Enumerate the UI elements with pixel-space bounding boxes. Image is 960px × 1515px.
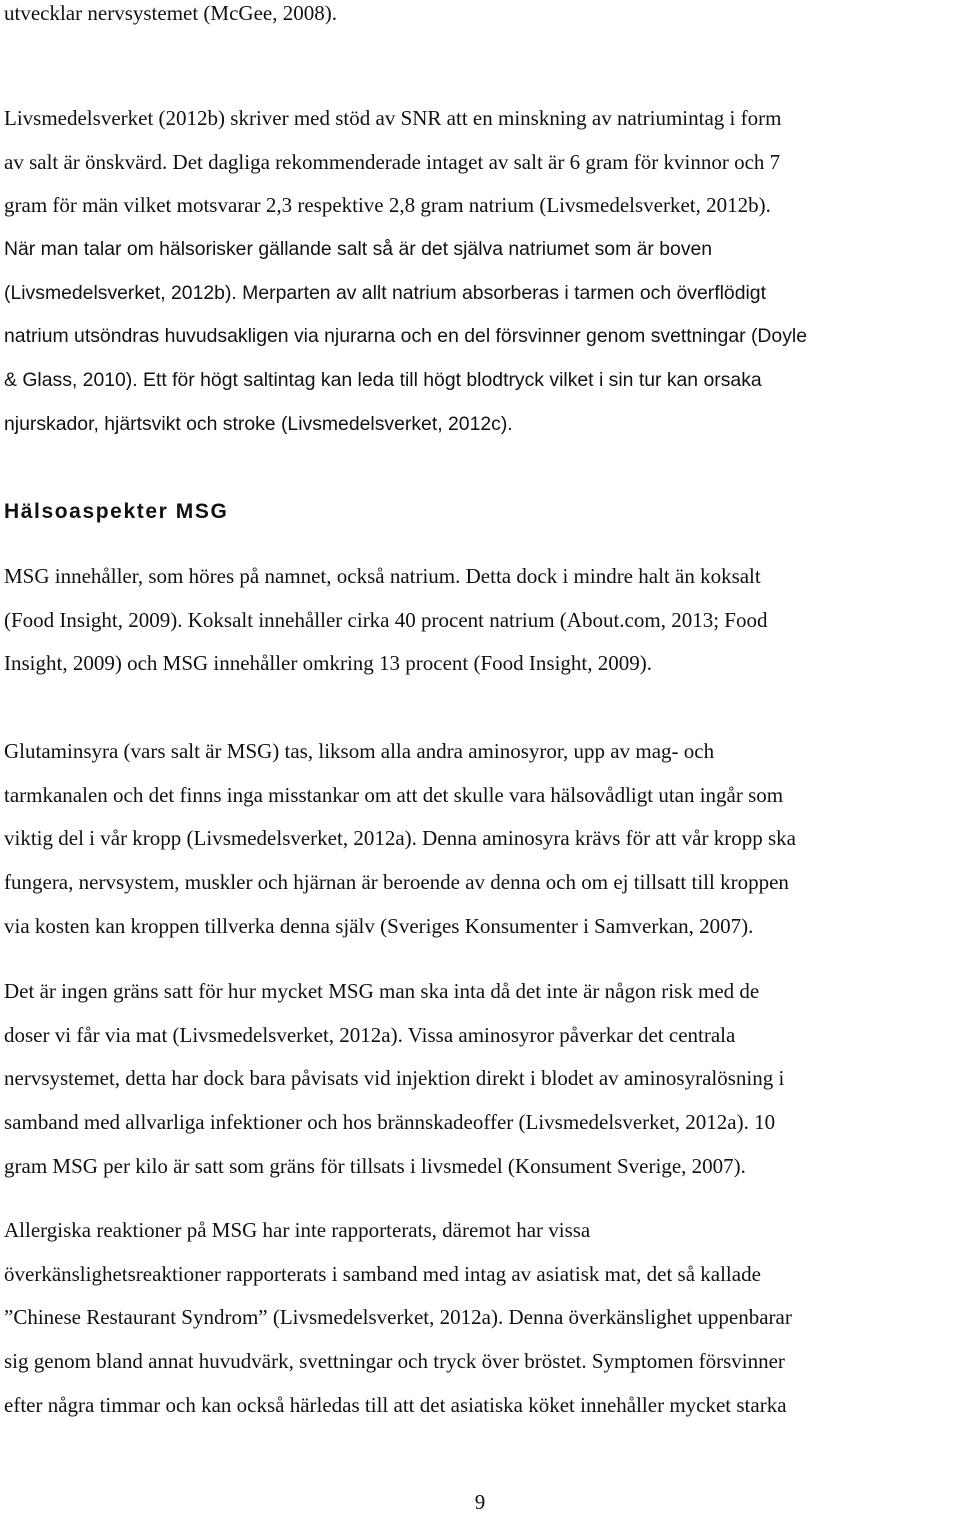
text-line: tarmkanalen och det finns inga misstankar om att det skulle vara hälsovådligt utan ingår som	[4, 782, 784, 807]
page-number: 9	[474, 1490, 486, 1514]
text-line: utvecklar nervsystemet (McGee, 2008).	[4, 1, 337, 25]
text-line: viktig del i vår kropp (Livsmedelsverket, 2012a). Denna aminosyra krävs för att vår kropp ska	[4, 826, 796, 851]
paragraph-glutamic-acid	[4, 730, 956, 948]
text-line: överkänslighetsreaktioner rapporterats i samband med intag av asiatisk mat, det så kallade	[4, 1261, 761, 1286]
paragraph-salt-health-risks	[4, 228, 956, 446]
text-line: Allergiska reaktioner på MSG har inte rapporterats, däremot har vissa	[4, 1218, 591, 1242]
text-line: När man talar om hälsorisker gällande salt så är det själva natriumet som är boven	[4, 238, 713, 260]
text-line: efter några timmar och kan också härledas till att det asiatiska köket innehåller mycket starka	[4, 1392, 787, 1417]
text-line: ”Chinese Restaurant Syndrom” (Livsmedelsverket, 2012a). Denna överkänslighet uppenbarar	[4, 1305, 792, 1330]
text-line: njurskador, hjärtsvikt och stroke (Livsmedelsverket, 2012c).	[4, 412, 513, 435]
text-line: Glutaminsyra (vars salt är MSG) tas, liksom alla andra aminosyror, upp av mag- och	[4, 739, 715, 763]
text-line: sig genom bland annat huvudvärk, svettningar och tryck över bröstet. Symptomen försvinner	[4, 1349, 785, 1374]
text-line: Insight, 2009) och MSG innehåller omkring 13 procent (Food Insight, 2009).	[4, 651, 653, 676]
text-line: gram MSG per kilo är satt som gräns för tillsats i livsmedel (Konsument Sverige, 2007).	[4, 1153, 746, 1178]
text-line: nervsystemet, detta har dock bara påvisats vid injektion direkt i blodet av aminosyralösning i	[4, 1066, 785, 1091]
paragraph-intro	[4, 0, 956, 36]
text-line: Det är ingen gräns satt för hur mycket MSG man ska inta då det inte är någon risk med de	[4, 979, 760, 1003]
text-line: samband med allvarliga infektioner och hos brännskadeoffer (Livsmedelsverket, 2012a). 10	[4, 1110, 776, 1135]
text-line: & Glass, 2010). Ett för högt saltintag kan leda till högt blodtryck vilket i sin tur kan orsaka	[4, 369, 762, 392]
paragraph-salt-recommendation	[4, 97, 956, 228]
text-line: Livsmedelsverket (2012b) skriver med stöd av SNR att en minskning av natriumintag i form	[4, 106, 782, 130]
text-line: fungera, nervsystem, muskler och hjärnan är beroende av denna och om ej tillsatt till kroppen	[4, 870, 789, 895]
paragraph-allergic-reactions	[4, 1209, 956, 1427]
text-line: MSG innehåller, som höres på namnet, också natrium. Detta dock i mindre halt än koksalt	[4, 564, 761, 588]
text-line: doser vi får via mat (Livsmedelsverket, 2012a). Vissa aminosyror påverkar det centrala	[4, 1022, 736, 1047]
text-line: via kosten kan kroppen tillverka denna själv (Sveriges Konsumenter i Samverkan, 2007).	[4, 913, 754, 938]
section-heading: Hälsoaspekter MSG	[4, 500, 229, 523]
text-line: natrium utsöndras huvudsakligen via njurarna och en del försvinner genom svettningar (Doyle	[4, 325, 807, 348]
text-line: av salt är önskvärd. Det dagliga rekommenderade intaget av salt är 6 gram för kvinnor och 7	[4, 149, 781, 174]
text-line: gram för män vilket motsvarar 2,3 respektive 2,8 gram natrium (Livsmedelsverket, 2012b).	[4, 193, 771, 218]
text-line: (Food Insight, 2009). Koksalt innehåller cirka 40 procent natrium (About.com, 2013; Food	[4, 607, 768, 632]
text-line: (Livsmedelsverket, 2012b). Merparten av allt natrium absorberas i tarmen och överflödigt	[4, 281, 766, 304]
paragraph-msg-limits	[4, 970, 956, 1188]
paragraph-msg-sodium	[4, 555, 956, 686]
